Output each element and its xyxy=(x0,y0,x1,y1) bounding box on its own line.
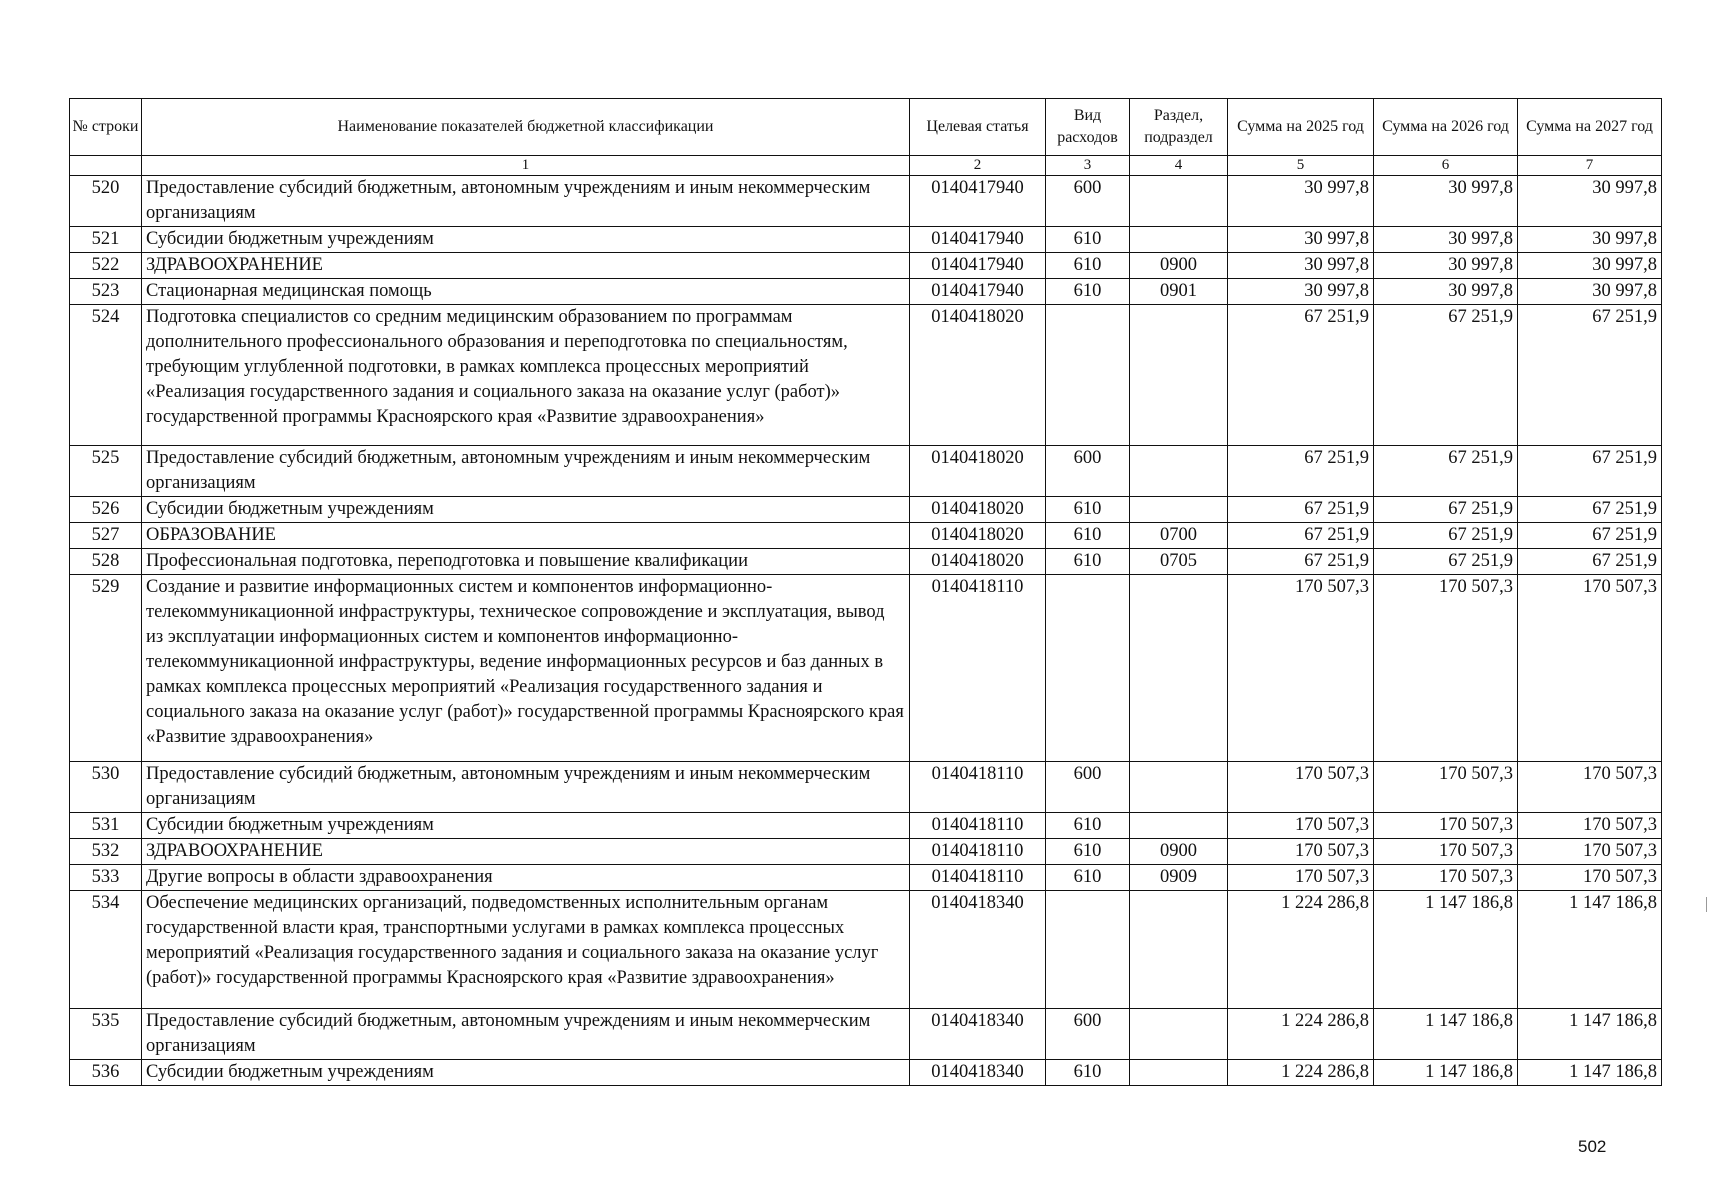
sum-2027: 67 251,9 xyxy=(1518,446,1662,497)
target-article: 0140418110 xyxy=(910,813,1046,839)
row-number: 521 xyxy=(70,227,142,253)
sum-2026: 170 507,3 xyxy=(1374,762,1518,813)
expense-type: 610 xyxy=(1046,549,1130,575)
column-number: 5 xyxy=(1228,156,1374,176)
row-number: 525 xyxy=(70,446,142,497)
sum-2026: 1 147 186,8 xyxy=(1374,891,1518,1009)
column-number: 7 xyxy=(1518,156,1662,176)
indicator-name: Профессиональная подготовка, переподготовка и повышение квалификации xyxy=(142,549,910,575)
sum-2027: 67 251,9 xyxy=(1518,523,1662,549)
header-expense-type: Вид расходов xyxy=(1046,99,1130,156)
table-row xyxy=(70,305,1662,446)
column-number: 3 xyxy=(1046,156,1130,176)
table-body xyxy=(70,176,1662,1086)
row-number: 523 xyxy=(70,279,142,305)
expense-type: 600 xyxy=(1046,762,1130,813)
indicator-name: Предоставление субсидий бюджетным, автономным учреждениям и иным некоммерческим организациям xyxy=(142,762,910,813)
sum-2027: 1 147 186,8 xyxy=(1518,891,1662,1009)
sum-2025: 1 224 286,8 xyxy=(1228,1060,1374,1086)
row-number: 527 xyxy=(70,523,142,549)
sum-2025: 170 507,3 xyxy=(1228,865,1374,891)
sum-2026: 67 251,9 xyxy=(1374,549,1518,575)
expense-type: 610 xyxy=(1046,497,1130,523)
sum-2025: 30 997,8 xyxy=(1228,279,1374,305)
section-code: 0705 xyxy=(1130,549,1228,575)
section-code xyxy=(1130,305,1228,446)
sum-2027: 67 251,9 xyxy=(1518,497,1662,523)
sum-2025: 30 997,8 xyxy=(1228,176,1374,227)
section-code xyxy=(1130,762,1228,813)
indicator-name: Субсидии бюджетным учреждениям xyxy=(142,227,910,253)
indicator-name: Обеспечение медицинских организаций, подведомственных исполнительным органам государственной власти края, транспортными услугами в рамках комплекса процессных мероприятий «Реализация государственного задания и социального заказа на оказание услуг (работ)» государственной программы Красноярского края «Развитие здравоохранения» xyxy=(142,891,910,1009)
indicator-name: Субсидии бюджетным учреждениям xyxy=(142,813,910,839)
sum-2026: 67 251,9 xyxy=(1374,446,1518,497)
sum-2025: 170 507,3 xyxy=(1228,575,1374,762)
budget-sheet xyxy=(69,98,1662,1086)
header-target-article: Целевая статья xyxy=(910,99,1046,156)
expense-type: 610 xyxy=(1046,813,1130,839)
table-row xyxy=(70,253,1662,279)
sum-2025: 170 507,3 xyxy=(1228,839,1374,865)
column-number: 2 xyxy=(910,156,1046,176)
sum-2026: 170 507,3 xyxy=(1374,865,1518,891)
header-sum-2025: Сумма на 2025 год xyxy=(1228,99,1374,156)
section-code xyxy=(1130,497,1228,523)
table-row xyxy=(70,279,1662,305)
row-number: 520 xyxy=(70,176,142,227)
column-number: 4 xyxy=(1130,156,1228,176)
table-row xyxy=(70,523,1662,549)
sum-2027: 30 997,8 xyxy=(1518,279,1662,305)
target-article: 0140417940 xyxy=(910,176,1046,227)
target-article: 0140418110 xyxy=(910,865,1046,891)
table-row xyxy=(70,813,1662,839)
expense-type xyxy=(1046,575,1130,762)
sum-2026: 67 251,9 xyxy=(1374,523,1518,549)
sum-2025: 1 224 286,8 xyxy=(1228,1009,1374,1060)
sum-2026: 30 997,8 xyxy=(1374,176,1518,227)
sum-2026: 170 507,3 xyxy=(1374,575,1518,762)
expense-type: 600 xyxy=(1046,176,1130,227)
sum-2026: 170 507,3 xyxy=(1374,813,1518,839)
expense-type: 610 xyxy=(1046,227,1130,253)
sum-2027: 170 507,3 xyxy=(1518,813,1662,839)
table-row xyxy=(70,575,1662,762)
header-row xyxy=(70,99,1662,156)
indicator-name: Субсидии бюджетным учреждениям xyxy=(142,497,910,523)
expense-type: 600 xyxy=(1046,1009,1130,1060)
table-row xyxy=(70,227,1662,253)
target-article: 0140417940 xyxy=(910,227,1046,253)
sum-2025: 67 251,9 xyxy=(1228,305,1374,446)
expense-type xyxy=(1046,305,1130,446)
expense-type: 610 xyxy=(1046,279,1130,305)
header-section: Раздел, подраздел xyxy=(1130,99,1228,156)
section-code: 0909 xyxy=(1130,865,1228,891)
table-row xyxy=(70,1009,1662,1060)
row-number: 528 xyxy=(70,549,142,575)
sum-2026: 30 997,8 xyxy=(1374,279,1518,305)
target-article: 0140418110 xyxy=(910,762,1046,813)
sum-2027: 67 251,9 xyxy=(1518,305,1662,446)
table-row xyxy=(70,891,1662,1009)
expense-type: 610 xyxy=(1046,839,1130,865)
target-article: 0140418020 xyxy=(910,523,1046,549)
sum-2025: 67 251,9 xyxy=(1228,523,1374,549)
sum-2025: 170 507,3 xyxy=(1228,762,1374,813)
table-row xyxy=(70,549,1662,575)
expense-type xyxy=(1046,891,1130,1009)
expense-type: 600 xyxy=(1046,446,1130,497)
table-row xyxy=(70,176,1662,227)
target-article: 0140418340 xyxy=(910,1060,1046,1086)
row-number: 535 xyxy=(70,1009,142,1060)
budget-table xyxy=(69,98,1662,1086)
sum-2026: 30 997,8 xyxy=(1374,253,1518,279)
sum-2025: 67 251,9 xyxy=(1228,497,1374,523)
indicator-name: ЗДРАВООХРАНЕНИЕ xyxy=(142,839,910,865)
target-article: 0140418110 xyxy=(910,575,1046,762)
sum-2027: 170 507,3 xyxy=(1518,865,1662,891)
table-row xyxy=(70,839,1662,865)
table-row xyxy=(70,865,1662,891)
indicator-name: Предоставление субсидий бюджетным, автономным учреждениям и иным некоммерческим организациям xyxy=(142,1009,910,1060)
section-code xyxy=(1130,176,1228,227)
sum-2027: 170 507,3 xyxy=(1518,575,1662,762)
sum-2025: 67 251,9 xyxy=(1228,549,1374,575)
row-number: 532 xyxy=(70,839,142,865)
sum-2025: 170 507,3 xyxy=(1228,813,1374,839)
sum-2025: 30 997,8 xyxy=(1228,253,1374,279)
target-article: 0140418340 xyxy=(910,891,1046,1009)
row-number: 531 xyxy=(70,813,142,839)
section-code xyxy=(1130,1009,1228,1060)
column-number: 1 xyxy=(142,156,910,176)
expense-type: 610 xyxy=(1046,1060,1130,1086)
sum-2026: 1 147 186,8 xyxy=(1374,1009,1518,1060)
table-row xyxy=(70,762,1662,813)
target-article: 0140417940 xyxy=(910,279,1046,305)
section-code: 0900 xyxy=(1130,253,1228,279)
row-number: 536 xyxy=(70,1060,142,1086)
sum-2027: 1 147 186,8 xyxy=(1518,1060,1662,1086)
column-number: 6 xyxy=(1374,156,1518,176)
row-number: 533 xyxy=(70,865,142,891)
sum-2026: 67 251,9 xyxy=(1374,497,1518,523)
indicator-name: ОБРАЗОВАНИЕ xyxy=(142,523,910,549)
sum-2026: 1 147 186,8 xyxy=(1374,1060,1518,1086)
target-article: 0140417940 xyxy=(910,253,1046,279)
row-number: 529 xyxy=(70,575,142,762)
section-code xyxy=(1130,575,1228,762)
sum-2025: 1 224 286,8 xyxy=(1228,891,1374,1009)
target-article: 0140418340 xyxy=(910,1009,1046,1060)
row-number: 534 xyxy=(70,891,142,1009)
sum-2027: 30 997,8 xyxy=(1518,176,1662,227)
target-article: 0140418020 xyxy=(910,497,1046,523)
sum-2027: 170 507,3 xyxy=(1518,839,1662,865)
table-row xyxy=(70,497,1662,523)
row-number: 522 xyxy=(70,253,142,279)
section-code: 0900 xyxy=(1130,839,1228,865)
page-number: 502 xyxy=(1578,1137,1607,1156)
expense-type: 610 xyxy=(1046,523,1130,549)
sum-2027: 30 997,8 xyxy=(1518,253,1662,279)
section-code: 0901 xyxy=(1130,279,1228,305)
sum-2026: 170 507,3 xyxy=(1374,839,1518,865)
column-number-blank xyxy=(70,156,142,176)
header-sum-2026: Сумма на 2026 год xyxy=(1374,99,1518,156)
target-article: 0140418110 xyxy=(910,839,1046,865)
indicator-name: Создание и развитие информационных систем и компонентов информационно-телекоммуникационной инфраструктуры, техническое сопровождение и эксплуатация, вывод из эксплуатации информационных систем и компонентов информационно-телекоммуникационной инфраструктуры, ведение информационных ресурсов и баз данных в рамках комплекса процессных мероприятий «Реализация государственного задания и социального заказа на оказание услуг (работ)» государственной программы Красноярского края «Развитие здравоохранения» xyxy=(142,575,910,762)
column-number-row xyxy=(70,156,1662,176)
section-code: 0700 xyxy=(1130,523,1228,549)
sum-2027: 67 251,9 xyxy=(1518,549,1662,575)
row-number: 524 xyxy=(70,305,142,446)
row-number: 526 xyxy=(70,497,142,523)
indicator-name: Подготовка специалистов со средним медицинским образованием по программам дополнительного профессионального образования и переподготовка по специальностям, требующим углубленной подготовки, в рамках комплекса процессных мероприятий «Реализация государственного задания и социального заказа на оказание услуг (работ)» государственной программы Красноярского края «Развитие здравоохранения» xyxy=(142,305,910,446)
row-number: 530 xyxy=(70,762,142,813)
sum-2025: 67 251,9 xyxy=(1228,446,1374,497)
section-code xyxy=(1130,446,1228,497)
sum-2025: 30 997,8 xyxy=(1228,227,1374,253)
section-code xyxy=(1130,227,1228,253)
expense-type: 610 xyxy=(1046,865,1130,891)
header-sum-2027: Сумма на 2027 год xyxy=(1518,99,1662,156)
indicator-name: ЗДРАВООХРАНЕНИЕ xyxy=(142,253,910,279)
expense-type: 610 xyxy=(1046,253,1130,279)
table-row xyxy=(70,446,1662,497)
margin-mark xyxy=(1706,897,1707,912)
indicator-name: Субсидии бюджетным учреждениям xyxy=(142,1060,910,1086)
indicator-name: Предоставление субсидий бюджетным, автономным учреждениям и иным некоммерческим организациям xyxy=(142,176,910,227)
indicator-name: Предоставление субсидий бюджетным, автономным учреждениям и иным некоммерческим организациям xyxy=(142,446,910,497)
header-row-number: № строки xyxy=(70,99,142,156)
section-code xyxy=(1130,1060,1228,1086)
target-article: 0140418020 xyxy=(910,446,1046,497)
sum-2026: 67 251,9 xyxy=(1374,305,1518,446)
header-indicator-name: Наименование показателей бюджетной классификации xyxy=(142,99,910,156)
target-article: 0140418020 xyxy=(910,305,1046,446)
target-article: 0140418020 xyxy=(910,549,1046,575)
sum-2027: 170 507,3 xyxy=(1518,762,1662,813)
indicator-name: Другие вопросы в области здравоохранения xyxy=(142,865,910,891)
sum-2027: 1 147 186,8 xyxy=(1518,1009,1662,1060)
section-code xyxy=(1130,813,1228,839)
table-row xyxy=(70,1060,1662,1086)
indicator-name: Стационарная медицинская помощь xyxy=(142,279,910,305)
sum-2026: 30 997,8 xyxy=(1374,227,1518,253)
sum-2027: 30 997,8 xyxy=(1518,227,1662,253)
section-code xyxy=(1130,891,1228,1009)
